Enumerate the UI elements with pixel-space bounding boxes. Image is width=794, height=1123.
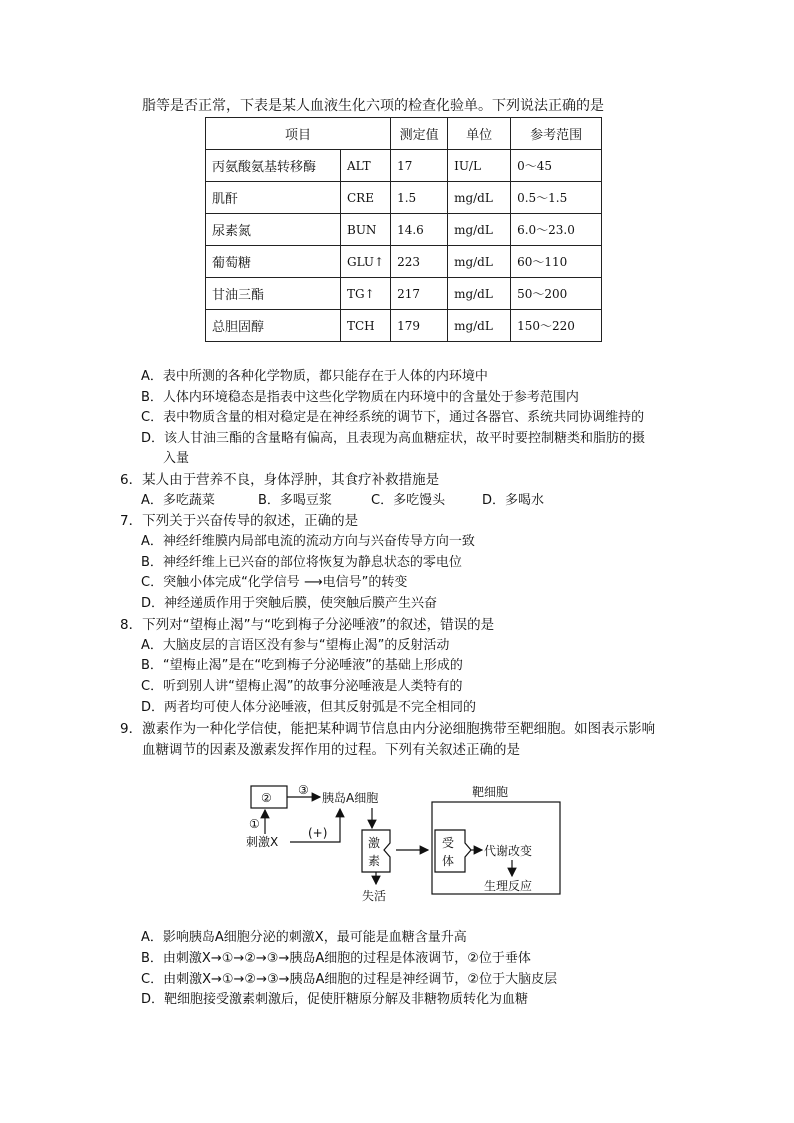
blood-test-table [205, 117, 602, 342]
q5-option-b: B．人体内环境稳态是指表中这些化学物质在内环境中的含量处于参考范围内 [141, 390, 579, 405]
q5-option-a: A．表中所测的各种化学物质，都只能存在于人体的内环境中 [141, 369, 488, 384]
item-name: 肌酐 [206, 182, 341, 214]
item-range: 50～200 [511, 278, 602, 310]
header-value: 测定值 [391, 118, 448, 150]
q6-stem: 6．某人由于营养不良，身体浮肿，其食疗补救措施是 [120, 472, 440, 488]
table-header-row [206, 118, 602, 150]
q8-stem: 8．下列对“望梅止渴”与“吃到梅子分泌唾液”的叙述，错误的是 [120, 617, 495, 633]
label-plus: (+) [308, 826, 328, 840]
item-unit: mg/dL [448, 310, 511, 342]
q9-stem-cont: 血糖调节的因素及激素发挥作用的过程。下列有关叙述正确的是 [142, 742, 520, 758]
label-receptor-1: 受 [442, 836, 455, 850]
item-code: TG↑ [341, 278, 391, 310]
label-3: ③ [298, 783, 309, 797]
item-range: 0.5～1.5 [511, 182, 602, 214]
item-unit: mg/dL [448, 246, 511, 278]
q5-option-c: C．表中物质含量的相对稳定是在神经系统的调节下，通过各器官、系统共同协调维持的 [141, 410, 645, 425]
table-row [206, 182, 602, 214]
q8-option-d: D．两者均可使人体分泌唾液，但其反射弧是不完全相同的 [141, 700, 477, 715]
q9-option-b: B．由刺激X→①→②→③→胰岛A细胞的过程是体液调节，②位于垂体 [141, 951, 531, 966]
item-code: BUN [341, 214, 391, 246]
q6-option-d: D．多喝水 [482, 493, 545, 508]
label-1: ① [249, 817, 260, 831]
q8-option-a: A．大脑皮层的言语区没有参与“望梅止渴”的反射活动 [141, 638, 450, 653]
header-unit: 单位 [448, 118, 511, 150]
header-range: 参考范围 [511, 118, 602, 150]
item-value: 1.5 [391, 182, 448, 214]
label-receptor-2: 体 [442, 854, 455, 868]
table-row [206, 310, 602, 342]
label-hormone-1: 激 [368, 836, 381, 850]
item-name: 葡萄糖 [206, 246, 341, 278]
q7-option-a: A．神经纤维膜内局部电流的流动方向与兴奋传导方向一致 [141, 534, 475, 549]
item-name: 总胆固醇 [206, 310, 341, 342]
q6-option-b: B．多喝豆浆 [258, 493, 332, 508]
label-stimulus-x: 刺激X [246, 835, 279, 849]
item-unit: IU/L [448, 150, 511, 182]
item-name: 丙氨酸氨基转移酶 [206, 150, 341, 182]
item-value: 223 [391, 246, 448, 278]
item-unit: mg/dL [448, 214, 511, 246]
table-row [206, 278, 602, 310]
item-value: 179 [391, 310, 448, 342]
item-range: 60～110 [511, 246, 602, 278]
item-value: 17 [391, 150, 448, 182]
item-unit: mg/dL [448, 278, 511, 310]
item-value: 14.6 [391, 214, 448, 246]
q9-option-d: D．靶细胞接受激素刺激后，促使肝糖原分解及非糖物质转化为血糖 [141, 992, 529, 1007]
table-row [206, 214, 602, 246]
q8-option-b: B．“望梅止渴”是在“吃到梅子分泌唾液”的基础上形成的 [141, 658, 463, 673]
item-name: 甘油三酯 [206, 278, 341, 310]
item-code: ALT [341, 150, 391, 182]
label-2: ② [261, 791, 272, 805]
item-name: 尿素氮 [206, 214, 341, 246]
q8-option-c: C．听到别人讲“望梅止渴”的故事分泌唾液是人类特有的 [141, 679, 463, 694]
q5-option-d: D．该人甘油三酯的含量略有偏高，且表现为高血糖症状，故平时要控制糖类和脂肪的摄 [141, 431, 646, 446]
item-range: 6.0～23.0 [511, 214, 602, 246]
item-code: CRE [341, 182, 391, 214]
blood-sugar-regulation-diagram [240, 776, 570, 906]
label-physiological-response: 生理反应 [484, 879, 533, 893]
item-range: 150～220 [511, 310, 602, 342]
item-value: 217 [391, 278, 448, 310]
question-intro: 脂等是否正常，下表是某人血液生化六项的检查化验单。下列说法正确的是 [142, 98, 604, 114]
item-code: GLU↑ [341, 246, 391, 278]
table-row [206, 246, 602, 278]
table-row [206, 150, 602, 182]
q7-option-d: D．神经递质作用于突触后膜，使突触后膜产生兴奋 [141, 596, 438, 611]
q9-option-a: A．影响胰岛A细胞分泌的刺激X，最可能是血糖含量升高 [141, 930, 467, 945]
item-range: 0～45 [511, 150, 602, 182]
q7-option-c: C．突触小体完成“化学信号 ⟶电信号”的转变 [141, 575, 408, 590]
label-islet-a-cell: 胰岛A细胞 [322, 791, 379, 805]
q9-stem: 9．激素作为一种化学信使，能把某种调节信息由内分泌细胞携带至靶细胞。如图表示影响 [120, 721, 656, 737]
q6-option-a: A．多吃蔬菜 [141, 493, 215, 508]
item-code: TCH [341, 310, 391, 342]
q6-option-c: C．多吃馒头 [371, 493, 446, 508]
q7-option-b: B．神经纤维上已兴奋的部位将恢复为静息状态的零电位 [141, 555, 462, 570]
q5-option-d-cont: 入量 [163, 451, 190, 466]
label-hormone-2: 素 [368, 854, 381, 868]
item-unit: mg/dL [448, 182, 511, 214]
label-metabolism: 代谢改变 [484, 844, 533, 858]
label-inactive: 失活 [362, 889, 387, 903]
q7-stem: 7．下列关于兴奋传导的叙述，正确的是 [120, 513, 359, 529]
label-target-cell: 靶细胞 [472, 785, 509, 799]
header-item: 项目 [206, 118, 391, 150]
q9-option-c: C．由刺激X→①→②→③→胰岛A细胞的过程是神经调节，②位于大脑皮层 [141, 972, 558, 987]
